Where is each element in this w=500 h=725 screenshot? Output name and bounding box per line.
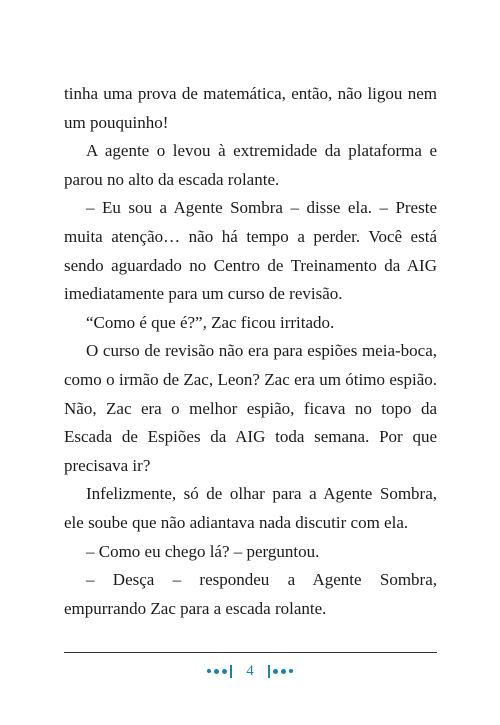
- dot-icon: [207, 669, 211, 673]
- paragraph-continuation: tinha uma prova de matemática, então, não ligou nem um pouquinho!: [64, 84, 437, 132]
- page-number: 4: [246, 662, 254, 679]
- paragraph: A agente o levou à extremidade da plataforma e parou no alto da escada rolante.: [64, 141, 437, 189]
- dot-icon: [273, 669, 278, 674]
- dot-icon: [289, 669, 293, 673]
- footer-divider: [64, 652, 437, 653]
- paragraph: Infelizmente, só de olhar para a Agente Sombra, ele soube que não adiantava nada discutir com ela.: [64, 484, 437, 532]
- left-dots-ornament-icon: [207, 665, 232, 678]
- paragraph: “Como é que é?”, Zac ficou irritado.: [86, 312, 335, 332]
- dot-icon: [214, 669, 219, 674]
- bar-icon: [268, 665, 270, 678]
- paragraph: – Desça – respondeu a Agente Sombra, empurrando Zac para a escada rolante.: [64, 570, 437, 618]
- dot-icon: [222, 669, 227, 674]
- dot-icon: [281, 669, 286, 674]
- right-dots-ornament-icon: [268, 665, 293, 678]
- page-footer: [0, 660, 500, 682]
- paragraph: – Eu sou a Agente Sombra – disse ela. – Preste muita atenção… não há tempo a perder. Você está sendo aguardado no Centro de Treinamento da AIG imediatamente para um curso de revisão.: [64, 198, 437, 304]
- page-text: [64, 80, 437, 623]
- bar-icon: [230, 665, 232, 678]
- paragraph: O curso de revisão não era para espiões meia-boca, como o irmão de Zac, Leon? Zac era um ótimo espião. Não, Zac era o melhor espião, ficava no topo da Escada de Espiões da AIG toda semana. Por que precisava ir?: [64, 341, 437, 475]
- paragraph: – Como eu chego lá? – perguntou.: [86, 541, 320, 561]
